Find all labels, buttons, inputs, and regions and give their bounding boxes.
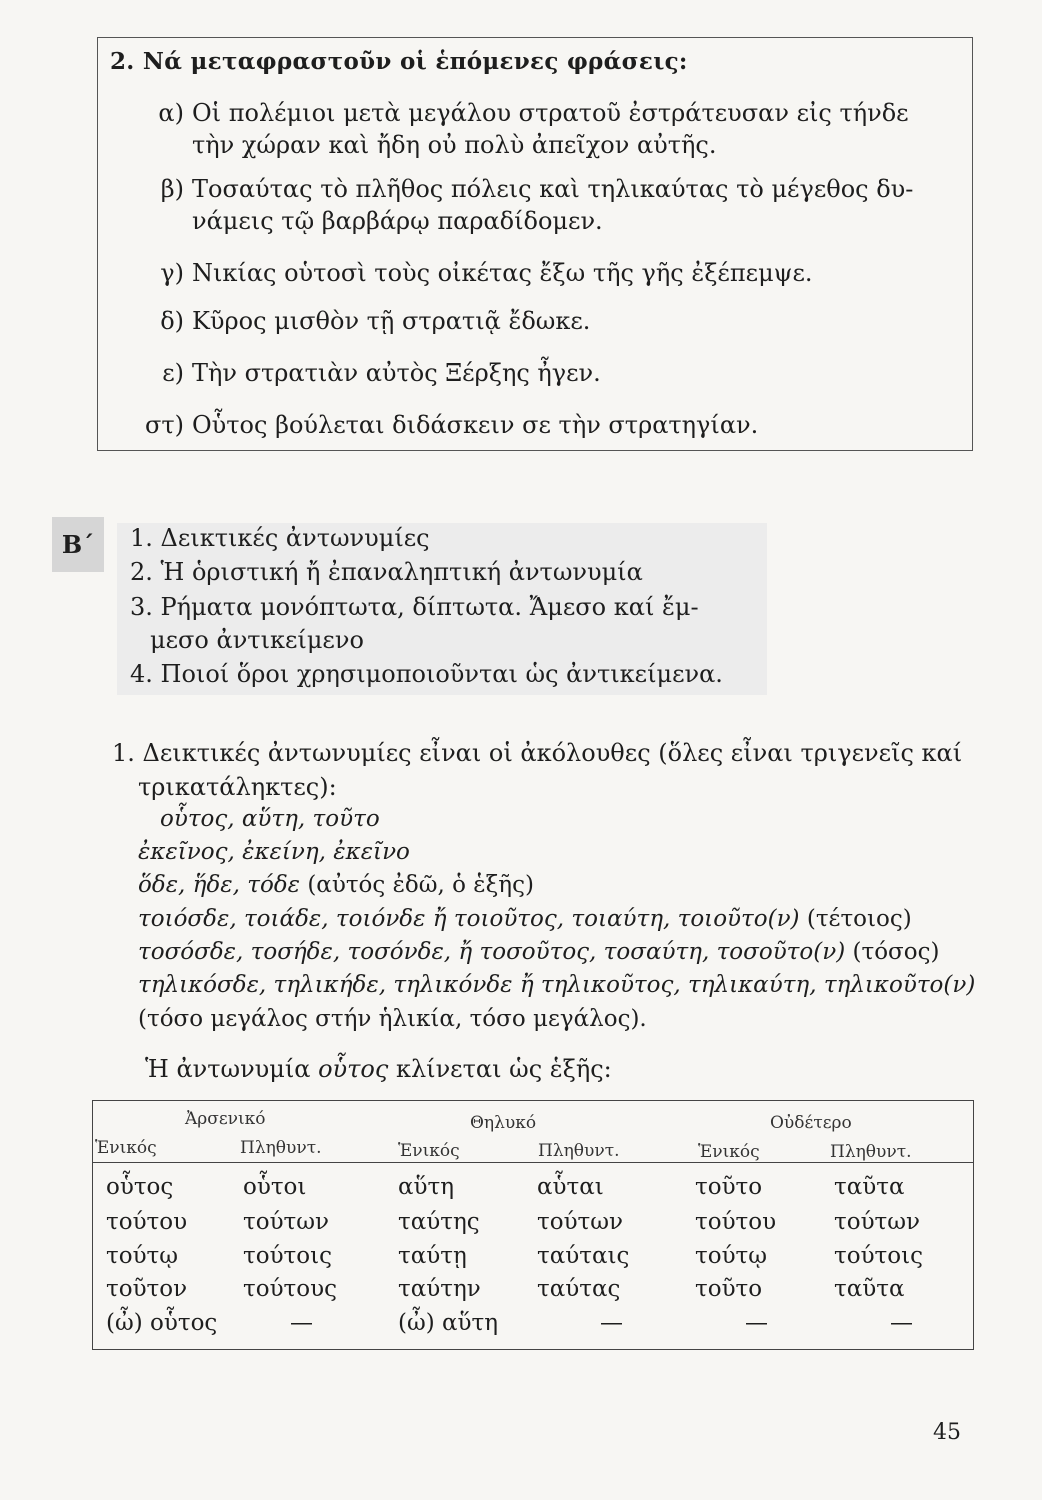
form-gloss: (τόσο μεγάλος στήν ἡλικία, τόσο μεγάλος). [138,1006,647,1032]
intro-line-2: τρικατάληκτες): [138,773,337,801]
header-masculine: Ἀρσενικό [185,1109,266,1129]
header-singular-m: Ἑνικός [95,1138,157,1158]
table-cell: οὗτοι [243,1174,307,1200]
declension-intro: Ἡ ἀντωνυμία οὗτος κλίνεται ὡς ἑξῆς: [145,1055,612,1083]
table-cell: τούτῳ [106,1243,179,1269]
sentence-c: γ) Νικίας οὑτοσὶ τοὺς οἰκέτας ἔξω τῆς γῆς ἐξέπεμψε. [160,259,813,287]
table-cell: (ὦ) οὗτος [106,1310,218,1336]
topic-3: 3. Ρήματα μονόπτωτα, δίπτωτα. Ἄμεσο καί ἔμ- [130,593,699,621]
header-plural-m: Πληθυντ. [240,1138,322,1158]
table-cell: τούτοις [834,1243,924,1269]
table-cell: τοῦτο [695,1174,763,1200]
form-tososde: τοσόσδε, τοσήδε, τοσόνδε, ἤ τοσοῦτος, τοσαύτη, τοσοῦτο(ν) (τόσος) [138,939,940,965]
table-cell: τοῦτο [695,1276,763,1302]
header-feminine: Θηλυκό [470,1113,537,1133]
table-cell: τούτων [834,1209,921,1235]
table-header-divider [92,1162,974,1163]
topic-2: 2. Ἡ ὁριστική ἤ ἐπαναληπτική ἀντωνυμία [130,558,643,586]
header-singular-n: Ἑνικός [698,1142,760,1162]
sentence-b-cont: νάμεις τῷ βαρβάρῳ παραδίδομεν. [192,207,603,235]
table-cell: ταύτην [398,1276,481,1302]
table-cell: τούτου [695,1209,777,1235]
page-number: 45 [933,1420,961,1445]
intro-line-1: 1. Δεικτικές ἀντωνυμίες εἶναι οἱ ἀκόλουθες (ὅλες εἶναι τριγενεῖς καί [112,739,963,767]
table-cell: — [890,1310,913,1336]
sentence-st: στ) Οὗτος βούλεται διδάσκειν σε τὴν στρατηγίαν. [144,411,759,439]
table-cell: ταύτῃ [398,1243,467,1269]
table-cell: ταύτης [398,1209,480,1235]
sentence-a: α) Οἱ πολέμιοι μετὰ μεγάλου στρατοῦ ἐστράτευσαν εἰς τήνδε [158,99,909,127]
topic-4: 4. Ποιοί ὅροι χρησιμοποιοῦνται ὡς ἀντικείμενα. [130,660,723,688]
table-cell: τούτους [243,1276,337,1302]
table-cell: — [745,1310,768,1336]
table-cell: τούτου [106,1209,188,1235]
table-cell: (ὦ) αὕτη [398,1310,499,1336]
table-cell: ταῦτα [834,1174,905,1200]
table-cell: οὗτος [106,1174,174,1200]
section-marker: Β΄ [52,517,104,572]
table-cell: τοῦτον [106,1276,188,1302]
table-cell: τούτῳ [695,1243,768,1269]
table-cell: τούτων [537,1209,624,1235]
table-cell: αὗται [537,1174,604,1200]
table-cell: — [290,1310,313,1336]
sentence-d: δ) Κῦρος μισθὸν τῇ στρατιᾷ ἔδωκε. [160,307,591,335]
sentence-e: ε) Τὴν στρατιὰν αὐτὸς Ξέρξης ἦγεν. [162,359,601,387]
header-plural-f: Πληθυντ. [538,1141,620,1161]
exercise-title: 2. Νά μεταφραστοῦν οἱ ἑπόμενες φράσεις: [110,48,688,75]
header-neuter: Οὐδέτερο [770,1113,852,1133]
form-houtos: οὗτος, αὕτη, τοῦτο [160,806,380,832]
topic-1: 1. Δεικτικές ἀντωνυμίες [130,524,430,552]
form-hode: ὅδε, ἥδε, τόδε (αὐτός ἐδῶ, ὁ ἑξῆς) [138,872,534,898]
table-cell: ταύταις [537,1243,630,1269]
table-cell: ταῦτα [834,1276,905,1302]
form-toiosde: τοιόσδε, τοιάδε, τοιόνδε ἤ τοιοῦτος, τοιαύτη, τοιοῦτο(ν) (τέτοιος) [138,906,912,932]
form-ekeinos: ἐκεῖνος, ἐκείνη, ἐκεῖνο [138,839,410,865]
header-singular-f: Ἑνικός [398,1141,460,1161]
sentence-b: β) Τοσαύτας τὸ πλῆθος πόλεις καὶ τηλικαύτας τὸ μέγεθος δυ- [160,175,914,203]
table-cell: αὕτη [398,1174,455,1200]
table-cell: τούτοις [243,1243,333,1269]
sentence-a-cont: τὴν χώραν καὶ ἤδη οὐ πολὺ ἀπεῖχον αὐτῆς. [192,131,717,159]
table-cell: ταύτας [537,1276,621,1302]
header-plural-n: Πληθυντ. [830,1142,912,1162]
table-cell: — [600,1310,623,1336]
table-cell: τούτων [243,1209,330,1235]
form-telikosde: τηλικόσδε, τηλικήδε, τηλικόνδε ἤ τηλικοῦτος, τηλικαύτη, τηλικοῦτο(ν) [138,972,976,998]
topic-3-cont: μεσο ἀντικείμενο [150,626,364,654]
